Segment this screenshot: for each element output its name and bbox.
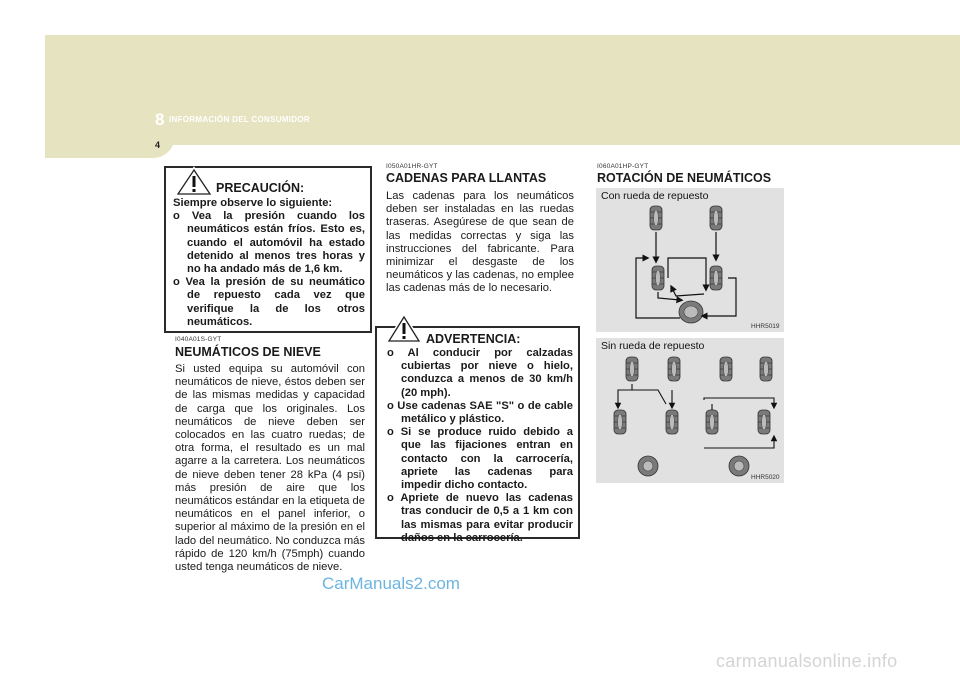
tire-icon — [758, 410, 770, 434]
watermark-carmanuals2[interactable]: CarManuals2.com — [322, 574, 460, 593]
snow-tires-body: Si usted equipa su automóvil con neumáticos de nieve, éstos deben ser de las mismas medidas y capacidad de carga que los originales. Los neumáticos de nieve deben ser colocados en las cuatro ruedas; de otra forma, el resultado es un mal agarre a la carretera. Los neumáticos de nieve deben tener 28 kPa (4 psi) más presión de aire que los neumáticos estándar en la etiqueta de neumáticos en el panel inferior, o superior al máximo de la presión en el lado del neumático. No conduzca más rápido de 120 km/h (75mph) cuando usted tenga neumáticos de nieve. — [175, 363, 365, 574]
tire-icon — [652, 266, 664, 290]
tire-icon — [650, 206, 662, 230]
tire-icon — [668, 357, 680, 381]
rotation-diagram-without-spare — [596, 338, 784, 483]
tire-icon — [626, 357, 638, 381]
warning-item: o Use cadenas SAE "S" o de cable metálico y plástico. — [387, 399, 573, 426]
spare-tire-icon — [679, 301, 703, 323]
tire-icon — [710, 206, 722, 230]
chains-body: Las cadenas para los neumáticos deben ser instaladas en las ruedas traseras. Asegúrese de que sean de las medidas correctas y siga las instrucciones del fabricante. Para minimizar el desgaste de los neumáticos y las cadenas, no emplee las cadenas más de lo necesario. — [386, 190, 574, 295]
section-code: I060A01HP-GYT — [597, 163, 649, 170]
tire-icon — [706, 410, 718, 434]
tire-icon — [729, 456, 749, 476]
tire-icon — [710, 266, 722, 290]
warning-triangle-icon — [174, 166, 214, 196]
figure-code: HHR5019 — [751, 323, 780, 330]
tire-icon — [760, 357, 772, 381]
warning-item: o Si se produce ruido debido a que las fijaciones entran en contacto con la carrocería, apriete las cadenas para impedir dicho contacto. — [387, 426, 573, 492]
rotation-diagram-with-spare — [596, 188, 784, 332]
caution-intro: Siempre observe lo siguiente: — [173, 197, 333, 209]
page-number: 4 — [155, 140, 161, 150]
warning-text — [387, 347, 573, 545]
warning-item: o Al conducir por calzadas cubiertas por nieve o hielo, conduzca a menos de 30 km/h (20 mph). — [387, 347, 573, 399]
section-code: I050A01HR-GYT — [386, 163, 438, 170]
caution-item: o Vea la presión cuando los neumáticos están fríos. Esto es, cuando el automóvil ha estado detenido al menos tres horas y no ha andado más de 1,6 km. — [173, 210, 365, 276]
snow-tires-title: NEUMÁTICOS DE NIEVE — [175, 345, 321, 359]
warning-title: ADVERTENCIA: — [426, 332, 521, 346]
caution-text — [173, 197, 365, 329]
figure-label: Sin rueda de repuesto — [601, 340, 705, 352]
figure-code: HHR5020 — [751, 474, 780, 481]
tire-icon — [720, 357, 732, 381]
caution-item: o Vea la presión de su neumático de repuesto cada vez que verifique la de los otros neumáticos. — [173, 276, 365, 328]
figure-label: Con rueda de repuesto — [601, 190, 709, 202]
chapter-header-band — [45, 35, 960, 145]
chains-title: CADENAS PARA LLANTAS — [386, 171, 547, 185]
warning-item: o Apriete de nuevo las cadenas tras conducir de 0,5 a 1 km con las mismas para evitar producir daños en la carrocería. — [387, 492, 573, 544]
section-code: I040A01S-GYT — [175, 336, 222, 343]
tire-icon — [666, 410, 678, 434]
rotation-title: ROTACIÓN DE NEUMÁTICOS — [597, 171, 772, 185]
chapter-number: 8 — [155, 110, 165, 129]
caution-title: PRECAUCIÓN: — [216, 181, 305, 195]
warning-triangle-icon — [385, 313, 423, 343]
tire-icon — [614, 410, 626, 434]
chapter-title: INFORMACIÓN DEL CONSUMIDOR — [169, 115, 310, 124]
watermark-carmanualsonline[interactable]: carmanualsonline.info — [716, 651, 898, 671]
tire-icon — [638, 456, 658, 476]
